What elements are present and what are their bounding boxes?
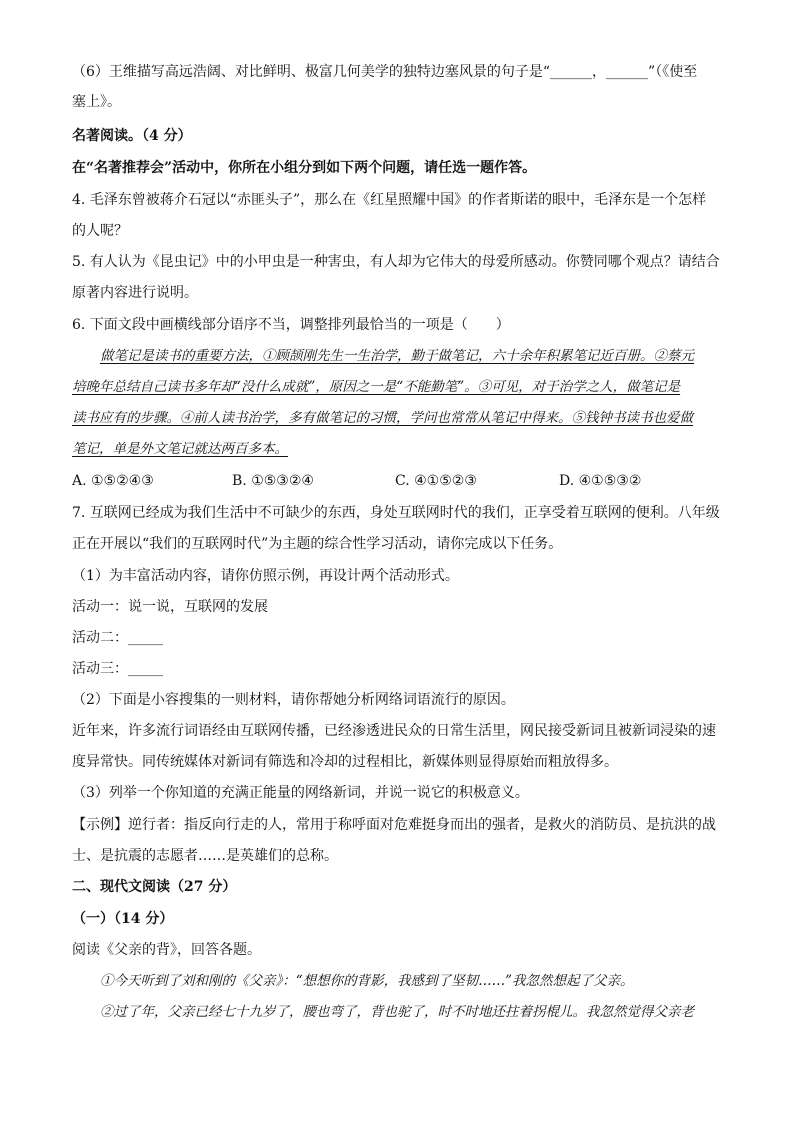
activity-3: 活动三：_____ bbox=[72, 661, 163, 677]
material-text: 近年来，许多流行词语经由互联网传播，已经渗透进民众的日常生活里，网民接受新词且被新词浸染的速 bbox=[72, 723, 716, 739]
option-d[interactable]: D. ④①⑤③② bbox=[559, 473, 642, 489]
section-heading-modern-reading: 二、现代文阅读（27 分） bbox=[72, 879, 237, 895]
reading-paragraph-2: ②过了年，父亲已经七十九岁了，腰也弯了，背也驼了，时不时地还拄着拐棍儿。我忽然觉得父亲老 bbox=[100, 1004, 694, 1020]
question-4-cont: 的人呢？ bbox=[72, 223, 128, 239]
option-a[interactable]: A. ①⑤②④③ bbox=[72, 473, 154, 489]
activity-1: 活动一：说一说，互联网的发展 bbox=[72, 599, 268, 615]
example-text: 【示例】逆行者：指反向行走的人，常用于称呼面对危难挺身而出的强者，是救火的消防员、是抗洪的战 bbox=[72, 817, 716, 833]
reading-instruction: 阅读《父亲的背》，回答各题。 bbox=[72, 942, 261, 958]
passage-line: 培晚年总结自己读书多年却“没什么成就”，原因之一是“不能勤笔”。③可见，对于治学之人，做笔记是 bbox=[72, 379, 681, 395]
material-text-cont: 度异常快。同传统媒体对新词有筛选和冷却的过程相比，新媒体则显得原始而粗放得多。 bbox=[72, 754, 618, 770]
activity-2: 活动二：_____ bbox=[72, 630, 163, 646]
passage-line: 读书应有的步骤。④前人读书治学，多有做笔记的习惯，学问也常常从笔记中得来。⑤钱钟书读书也爱做 bbox=[72, 410, 693, 426]
question-5-cont: 原著内容进行说明。 bbox=[72, 285, 198, 301]
instruction-text: 在“名著推荐会”活动中，你所在小组分到如下两个问题，请任选一题作答。 bbox=[72, 160, 537, 176]
question-7: 7. 互联网已经成为我们生活中不可缺少的东西，身处互联网时代的我们，正享受着互联网的便利。八年级 bbox=[72, 505, 720, 521]
section-heading-classics: 名著阅读。（4 分） bbox=[72, 128, 192, 144]
subquestion-2: （2）下面是小容搜集的一则材料，请你帮她分析网络词语流行的原因。 bbox=[72, 692, 515, 708]
passage-line: 笔记，单是外文笔记就达两百多本。 bbox=[72, 441, 288, 457]
question-5: 5. 有人认为《昆虫记》中的小甲虫是一种害虫，有人却为它伟大的母爱所感动。你赞同哪个观点？请结合 bbox=[72, 254, 720, 270]
fill-blank-question-6: （6）王维描写高远浩阔、对比鲜明、极富几何美学的独特边塞风景的句子是“______，______”（《使至 bbox=[72, 64, 698, 80]
question-7-cont: 正在开展以“我们的互联网时代”为主题的综合性学习活动，请你完成以下任务。 bbox=[72, 536, 563, 552]
question-4: 4. 毛泽东曾被蒋介石冠以“赤匪头子”，那么在《红星照耀中国》的作者斯诺的眼中，毛泽东是一个怎样 bbox=[72, 192, 707, 208]
question-6: 6. 下面文段中画横线部分语序不当，调整排列最恰当的一项是（ ） bbox=[72, 317, 510, 333]
subquestion-3: （3）列举一个你知道的充满正能量的网络新词，并说一说它的积极意义。 bbox=[72, 785, 529, 801]
reading-paragraph-1: ①今天听到了刘和刚的《父亲》：“想想你的背影，我感到了坚韧……”我忽然想起了父亲。 bbox=[100, 973, 634, 989]
passage-line: 做笔记是读书的重要方法，①顾颉刚先生一生治学，勤于做笔记，六十余年积累笔记近百册。②蔡元 bbox=[100, 348, 694, 364]
subsection-heading: （一）（14 分） bbox=[72, 911, 174, 927]
subquestion-1: （1）为丰富活动内容，请你仿照示例，再设计两个活动形式。 bbox=[72, 568, 459, 584]
option-b[interactable]: B. ①⑤③②④ bbox=[232, 473, 314, 489]
option-c[interactable]: C. ④①⑤②③ bbox=[395, 473, 477, 489]
fill-blank-question-6-cont: 塞上》。 bbox=[72, 94, 121, 110]
example-text-cont: 士、是抗震的志愿者……是英雄们的总称。 bbox=[72, 848, 338, 864]
